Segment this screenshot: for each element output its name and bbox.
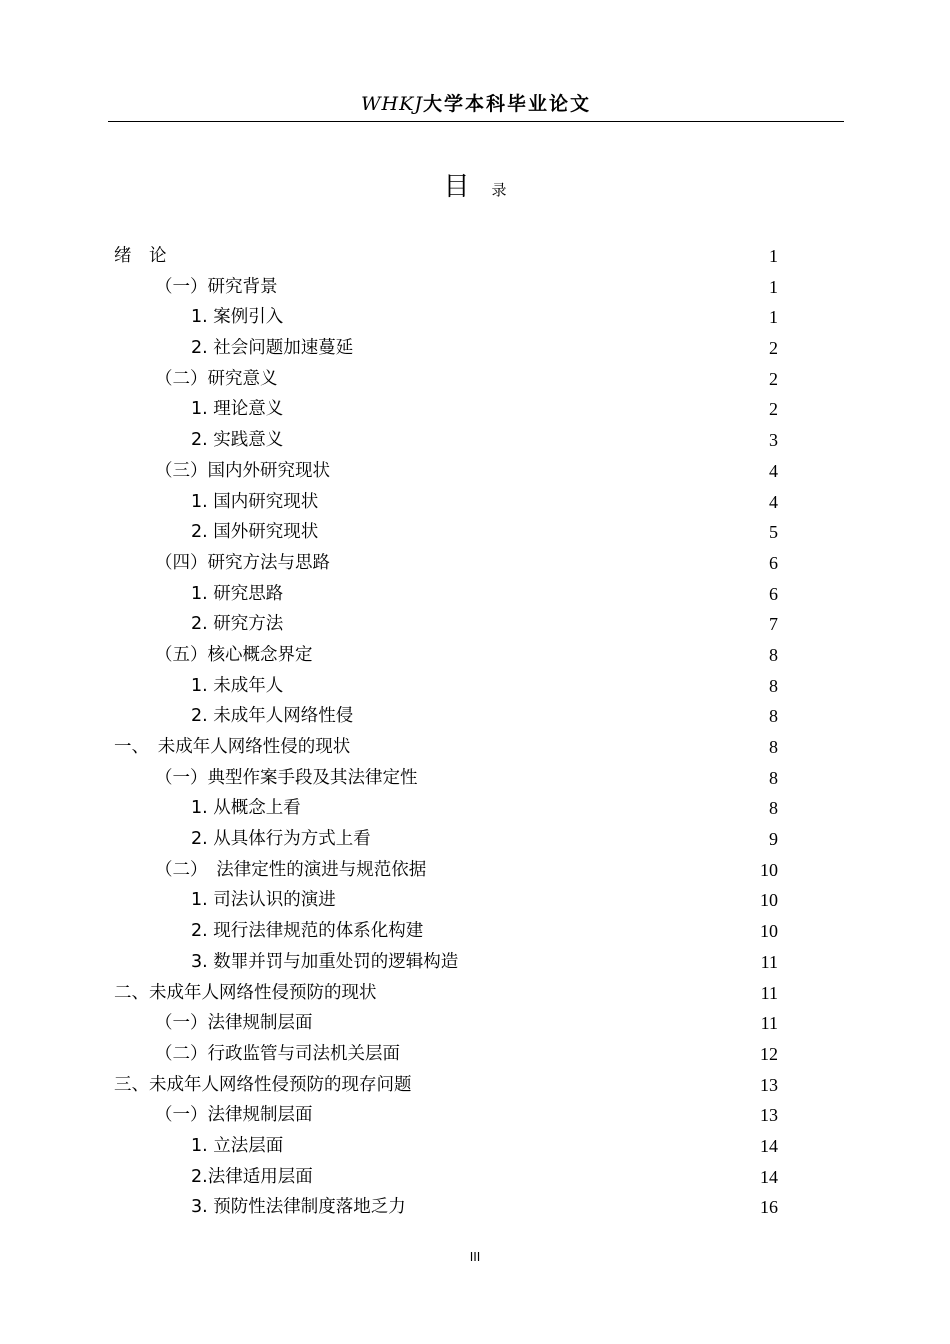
toc-entry-page: 6 [769,583,778,604]
toc-entry-text: 绪 论 [114,246,167,266]
header-title-latin: WHKJ [361,93,423,115]
toc-entry[interactable] [114,1070,778,1101]
toc-entry-page: 6 [769,552,778,573]
toc-entry-text: 三、未成年人网络性侵预防的现存问题 [114,1074,412,1095]
toc-entry-page: 8 [769,706,778,727]
toc-entry-page: 10 [760,890,778,911]
toc-entry-page: 4 [769,460,778,481]
toc-entry-page: 9 [769,829,778,850]
toc-entry-text: 1. 未成年人 [191,675,284,696]
toc-entry-page: 14 [760,1166,778,1187]
toc-entry-text: （五）核心概念界定 [155,644,313,665]
toc-entry[interactable] [114,394,778,425]
toc-entry[interactable] [114,824,778,855]
toc-entry-page: 11 [760,1013,778,1034]
toc-entry[interactable] [114,885,778,916]
toc-entry[interactable] [114,916,778,947]
toc-entry-page: 2 [769,399,778,420]
toc-entry-page: 14 [760,1135,778,1156]
toc-entry-page: 8 [769,675,778,696]
toc-entry-text: 3. 数罪并罚与加重处罚的逻辑构造 [191,951,459,972]
toc-entry-text: （一）法律规制层面 [155,1105,313,1126]
toc-entry-text: （三）国内外研究现状 [155,460,330,481]
toc-entry[interactable] [114,793,778,824]
toc-entry-text: （二）行政监管与司法机关层面 [155,1043,400,1064]
toc-title [0,166,950,203]
toc-entry[interactable] [114,302,778,333]
table-of-contents [114,241,778,1223]
toc-entry[interactable] [114,1008,778,1039]
toc-entry-text: 2. 研究方法 [191,614,284,635]
toc-entry-text: （一）研究背景 [155,276,278,297]
toc-entry-text: 1. 司法认识的演进 [191,890,336,911]
toc-entry[interactable] [114,579,778,610]
toc-entry-text: 1. 立法层面 [191,1135,284,1156]
toc-entry[interactable] [114,487,778,518]
toc-entry[interactable] [114,548,778,579]
toc-title-secondary: 录 [491,181,507,199]
toc-entry-page: 12 [760,1043,778,1064]
toc-entry[interactable] [114,763,778,794]
toc-entry[interactable] [114,732,778,763]
toc-entry-page: 8 [769,767,778,788]
toc-entry-page: 10 [760,921,778,942]
toc-entry-text: 1. 从概念上看 [191,798,301,819]
toc-entry-page: 2 [769,338,778,359]
header-title-text: 大学本科毕业论文 [422,93,591,115]
toc-entry-page: 7 [769,614,778,635]
toc-entry-page: 11 [760,951,778,972]
toc-entry[interactable] [114,517,778,548]
toc-entry-text: （一）法律规制层面 [155,1013,313,1034]
page-number: III [469,1250,481,1264]
toc-entry[interactable] [114,1192,778,1223]
toc-entry-page: 13 [760,1074,778,1095]
toc-entry[interactable] [114,855,778,886]
toc-entry-text: （一）典型作案手段及其法律定性 [155,767,418,788]
toc-entry[interactable] [114,1131,778,1162]
toc-entry-text: 1. 案例引入 [191,307,284,328]
toc-entry-page: 11 [760,982,778,1003]
toc-entry-text: 2. 国外研究现状 [191,522,319,543]
page-header [108,88,844,122]
toc-entry-page: 1 [769,307,778,328]
toc-entry[interactable] [114,947,778,978]
toc-entry[interactable] [114,1039,778,1070]
toc-entry-page: 2 [769,368,778,389]
toc-entry-page: 4 [769,491,778,512]
toc-title-main: 目 [443,172,470,202]
toc-entry-text: 3. 预防性法律制度落地乏力 [191,1197,406,1218]
toc-entry[interactable] [114,456,778,487]
toc-entry-page: 8 [769,798,778,819]
toc-entry[interactable] [114,1100,778,1131]
toc-entry[interactable] [114,364,778,395]
toc-entry[interactable] [114,425,778,456]
toc-entry[interactable] [114,333,778,364]
toc-entry-text: 2. 实践意义 [191,430,284,451]
toc-entry-text: 2. 社会问题加速蔓延 [191,338,354,359]
toc-entry[interactable] [114,671,778,702]
toc-entry-page: 1 [769,276,778,297]
toc-entry[interactable] [114,701,778,732]
toc-entry[interactable] [114,272,778,303]
header-title [361,88,591,121]
toc-entry-page: 8 [769,644,778,665]
toc-entry-page: 8 [769,737,778,757]
toc-entry-text: 2.法律适用层面 [191,1166,313,1187]
toc-entry[interactable] [114,1162,778,1193]
toc-entry-text: 1. 国内研究现状 [191,491,319,512]
toc-entry-text: 2. 从具体行为方式上看 [191,829,371,850]
toc-entry-page: 5 [769,522,778,543]
toc-entry-text: 2. 现行法律规范的体系化构建 [191,921,424,942]
toc-entry-text: 1. 研究思路 [191,583,284,604]
toc-entry-text: 一、 未成年人网络性侵的现状 [114,737,351,757]
toc-entry-text: 2. 未成年人网络性侵 [191,706,354,727]
toc-entry-text: （四）研究方法与思路 [155,552,330,573]
toc-entry-text: （二）研究意义 [155,368,278,389]
toc-entry[interactable] [114,241,778,272]
toc-entry-text: 二、未成年人网络性侵预防的现状 [114,982,377,1003]
toc-entry-page: 3 [769,430,778,451]
toc-entry-page: 16 [760,1197,778,1218]
toc-entry[interactable] [114,978,778,1009]
toc-entry-text: （二） 法律定性的演进与规范依据 [155,859,427,880]
toc-entry-page: 1 [769,246,778,266]
toc-entry[interactable] [114,609,778,640]
toc-entry[interactable] [114,640,778,671]
toc-entry-page: 13 [760,1105,778,1126]
toc-entry-page: 10 [760,859,778,880]
toc-entry-text: 1. 理论意义 [191,399,284,420]
